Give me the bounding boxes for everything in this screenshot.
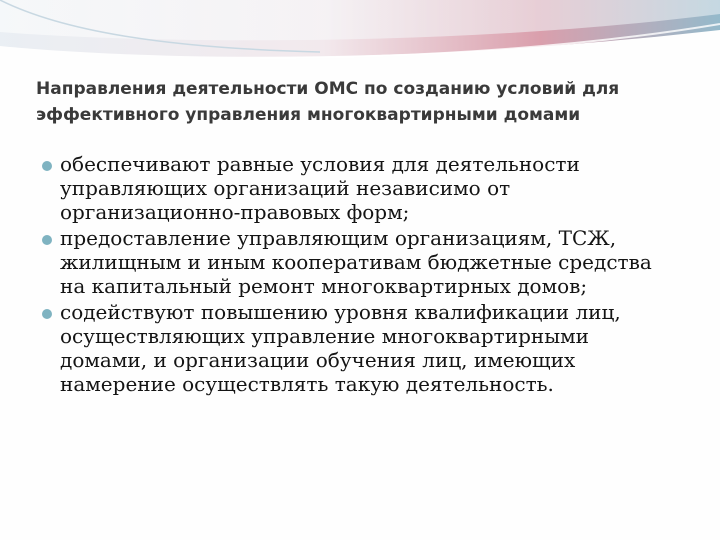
bullet-dot-icon	[42, 235, 52, 245]
list-item	[42, 300, 682, 396]
list-item	[42, 226, 682, 298]
bullet-dot-icon	[42, 161, 52, 171]
bullet-text: предоставление управляющим организациям, ТСЖ, жилищным и иным кооперативам бюджетные средства на капитальный ремонт многоквартирных домов;	[60, 226, 652, 298]
slide-title: Направления деятельности ОМС по созданию условий для эффективного управления многоквартирными домами	[36, 79, 620, 125]
bullet-dot-icon	[42, 309, 52, 319]
bullet-text: содействуют повышению уровня квалификации лиц, осуществляющих управление многоквартирными домами, и организации обучения лиц, имеющих намерение осуществлять такую деятельность.	[60, 300, 621, 396]
bullet-list	[42, 152, 682, 398]
list-item	[42, 152, 682, 224]
bullet-text: обеспечивают равные условия для деятельности управляющих организаций независимо от организационно-правовых форм;	[60, 152, 580, 224]
